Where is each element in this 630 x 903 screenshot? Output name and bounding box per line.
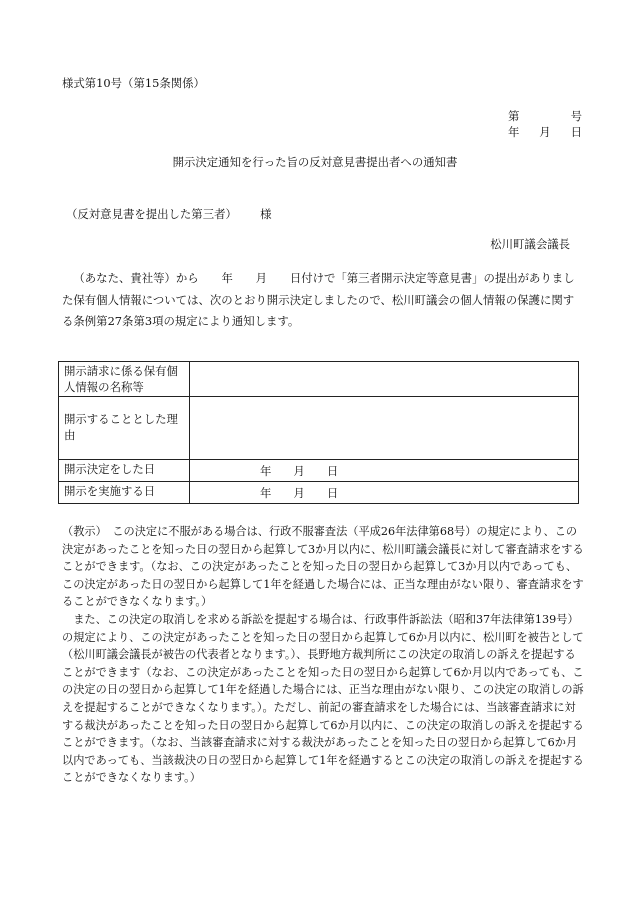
doc-date-day: 日 xyxy=(570,125,582,139)
table-row xyxy=(59,460,579,482)
row3-month: 月 xyxy=(293,463,305,478)
doc-date-year: 年 xyxy=(508,125,520,139)
table-row xyxy=(59,397,579,460)
row2-label: 開示することとした理由 xyxy=(59,397,190,460)
doc-number-go: 号 xyxy=(570,109,582,123)
row4-value xyxy=(190,482,579,504)
doc-number-dai: 第 xyxy=(508,109,520,123)
notice-paragraph-1: （教示） この決定に不服がある場合は、行政不服審査法（平成26年法律第68号）の規定により、この決定があったことを知った日の翌日から起算して3か月以内に、松川町議会議長に対して審査請求をすることができます。（なお、この決定があったことを知った日の翌日から起算して3か月以内であっても、この決定があった日の翌日から起算して1年を経過した場合には、正当な理由がない限り、審査請求をすることができなくなります。） xyxy=(62,525,584,609)
recipient-label: （反対意見書を提出した第三者） xyxy=(66,207,237,221)
sender: 松川町議会議長 xyxy=(490,237,570,251)
row3-day: 日 xyxy=(326,463,339,478)
disclosure-info-table xyxy=(58,361,579,504)
row2-value xyxy=(190,397,579,460)
row1-label: 開示請求に係る保有個人情報の名称等 xyxy=(59,362,190,397)
document-title: 開示決定通知を行った旨の反対意見書提出者への通知書 xyxy=(172,155,458,169)
row4-day: 日 xyxy=(326,485,339,500)
row4-year: 年 xyxy=(260,485,272,500)
row4-label: 開示を実施する日 xyxy=(59,482,190,504)
table-row xyxy=(59,482,579,504)
recipient-honorific: 様 xyxy=(260,207,272,221)
form-number: 様式第10号（第15条関係） xyxy=(62,76,205,90)
recipient xyxy=(66,206,272,222)
notice-paragraph-2: また、この決定の取消しを求める訴訟を提起する場合は、行政事件訴訟法（昭和37年法律第139号）の規定により、この決定があったことを知った日の翌日から起算して6か月以内に、松川町を被告として（松川町議会議長が被告の代表者となります。）、長野地方裁判所にこの決定の取消しの訴えを提起することができます（なお、この決定があったことを知った日の翌日から起算して6か月以内であっても、この決定の日の翌日から起算して1年を経過した場合には、正当な理由がない限り、この決定の取消しの訴えを提起することができなくなります。）。ただし、前記の審査請求をした場合には、当該審査請求に対する裁決があったことを知った日の翌日から起算して6か月以内に、この決定の取消しの訴えを提起することができます。（なお、当該審査請求に対する裁決があったことを知った日の翌日から起算して6か月以内であっても、当該裁決の日の翌日から起算して1年を経過するとこの決定の取消しの訴えを提起することができなくなります。） xyxy=(62,612,584,785)
row3-year: 年 xyxy=(260,463,272,478)
row3-value xyxy=(190,460,579,482)
row4-month: 月 xyxy=(293,485,305,500)
table-row xyxy=(59,362,579,397)
row3-label: 開示決定をした日 xyxy=(59,460,190,482)
row1-value xyxy=(190,362,579,397)
document-number-date xyxy=(508,108,582,140)
notice-section xyxy=(62,523,585,787)
body-paragraph: （あなた、貴社等）から 年 月 日付けで「第三者開示決定等意見書」の提出がありました保有個人情報については、次のとおり開示決定しましたので、松川町議会の個人情報の保護に関する条例第27条第3項の規定により通知します。 xyxy=(62,271,575,329)
doc-date-month: 月 xyxy=(539,125,551,139)
